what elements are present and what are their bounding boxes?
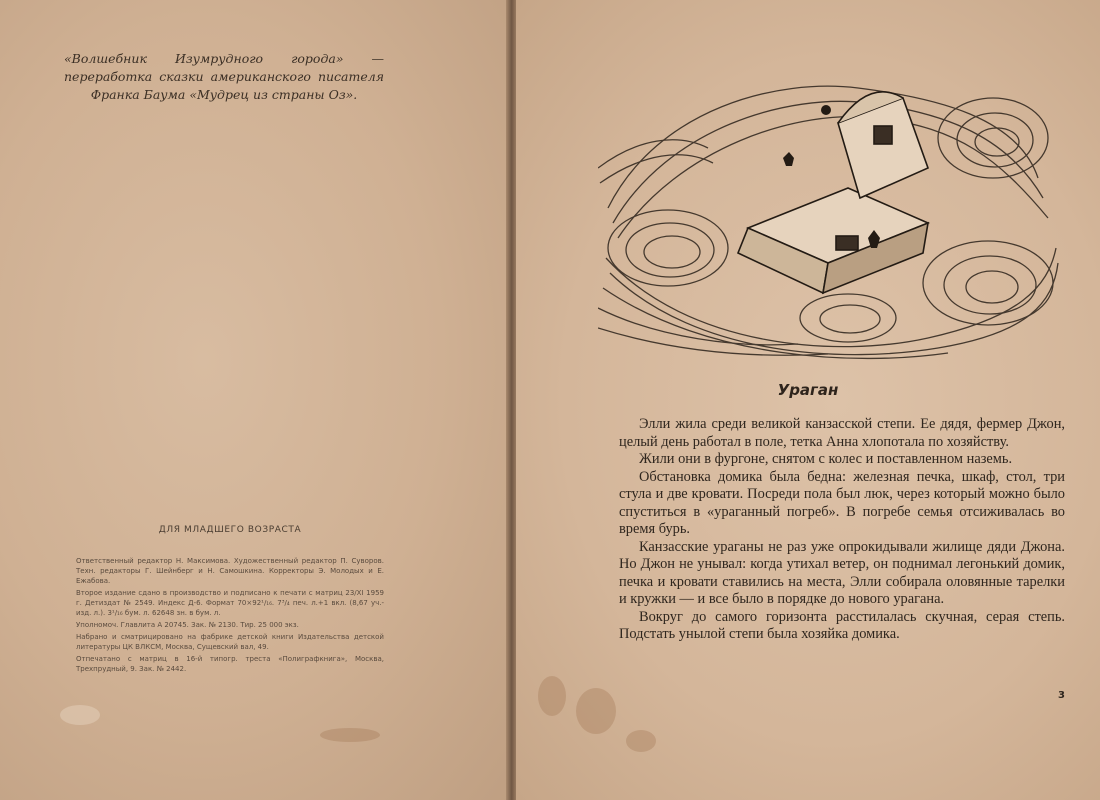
imprint-paragraph: Набрано и сматрицировано на фабрике детской книги Издательства детской литературы ЦК ВЛКСМ, Москва, Сущевский вал, 49. [76,633,384,651]
adaptation-note [64,50,384,104]
imprint-paragraph: Второе издание сдано в производство и подписано к печати с матриц 23/XI 1959 г. Детиздат № 2549. Индекс Д-6. Формат 70×92¹/₁₆. 7³/₄ печ. л.+1 вкл. (8,67 уч.-изд. л.). 3¹/₁₆ бум. л. 62648 зн. в бум. л. [76,589,384,617]
body-paragraph: Вокруг до самого горизонта расстилалась скучная, серая степь. Подстать унылой степи была хозяйка домика. [619,608,1065,642]
left-page [0,0,510,800]
adaptation-note-line: Франка Баума «Мудрец из страны Оз». [90,87,358,102]
page-number: 3 [1058,690,1065,701]
body-paragraph: Обстановка домика была бедна: железная печка, шкаф, стол, три стула и две кровати. Посреди пола был люк, через который можно было спуститься в «ураганный погреб». В погребе семья отсиживалась во время бурь. [619,468,1065,537]
chapter-title: Ураган [777,381,839,399]
chapter-body [619,416,1065,644]
imprint-paragraph: Уполномоч. Главлита А 20745. Зак. № 2130. Тир. 25 000 экз. [76,621,299,629]
imprint-paragraph: Ответственный редактор Н. Максимова. Художественный редактор П. Суворов. Техн. редакторы Г. Шейнберг и Н. Самошкина. Корректоры Э. Молодых и Е. Ежабова. [76,557,384,585]
age-group-title: ДЛЯ МЛАДШЕГО ВОЗРАСТА [158,525,302,535]
right-page [516,0,1100,800]
body-paragraph: Жили они в фургоне, снятом с колес и поставленном наземь. [639,451,1013,467]
body-paragraph: Канзасские ураганы не раз уже опрокидывали жилище дяди Джона. Но Джон не унывал: когда утихал ветер, он поднимал легонький домик, печка и кровати ставились на места, Элли собирала оловянные тарелки и кружки — и все было в порядке до нового урагана. [619,538,1065,607]
hurricane-illustration [598,48,1064,360]
adaptation-note-line: «Волшебник Изумрудного города» — переработка сказки американского писателя [64,51,384,84]
body-paragraph: Элли жила среди великой канзасской степи. Ее дядя, фермер Джон, целый день работал в поле, тетка Анна хлопотала по хозяйству. [619,416,1065,450]
imprint-paragraph: Отпечатано с матриц в 16-й типогр. треста «Полиграфкнига», Москва, Трехпрудный, 9. Зак. № 2442. [76,655,384,673]
imprint-block [76,556,384,676]
